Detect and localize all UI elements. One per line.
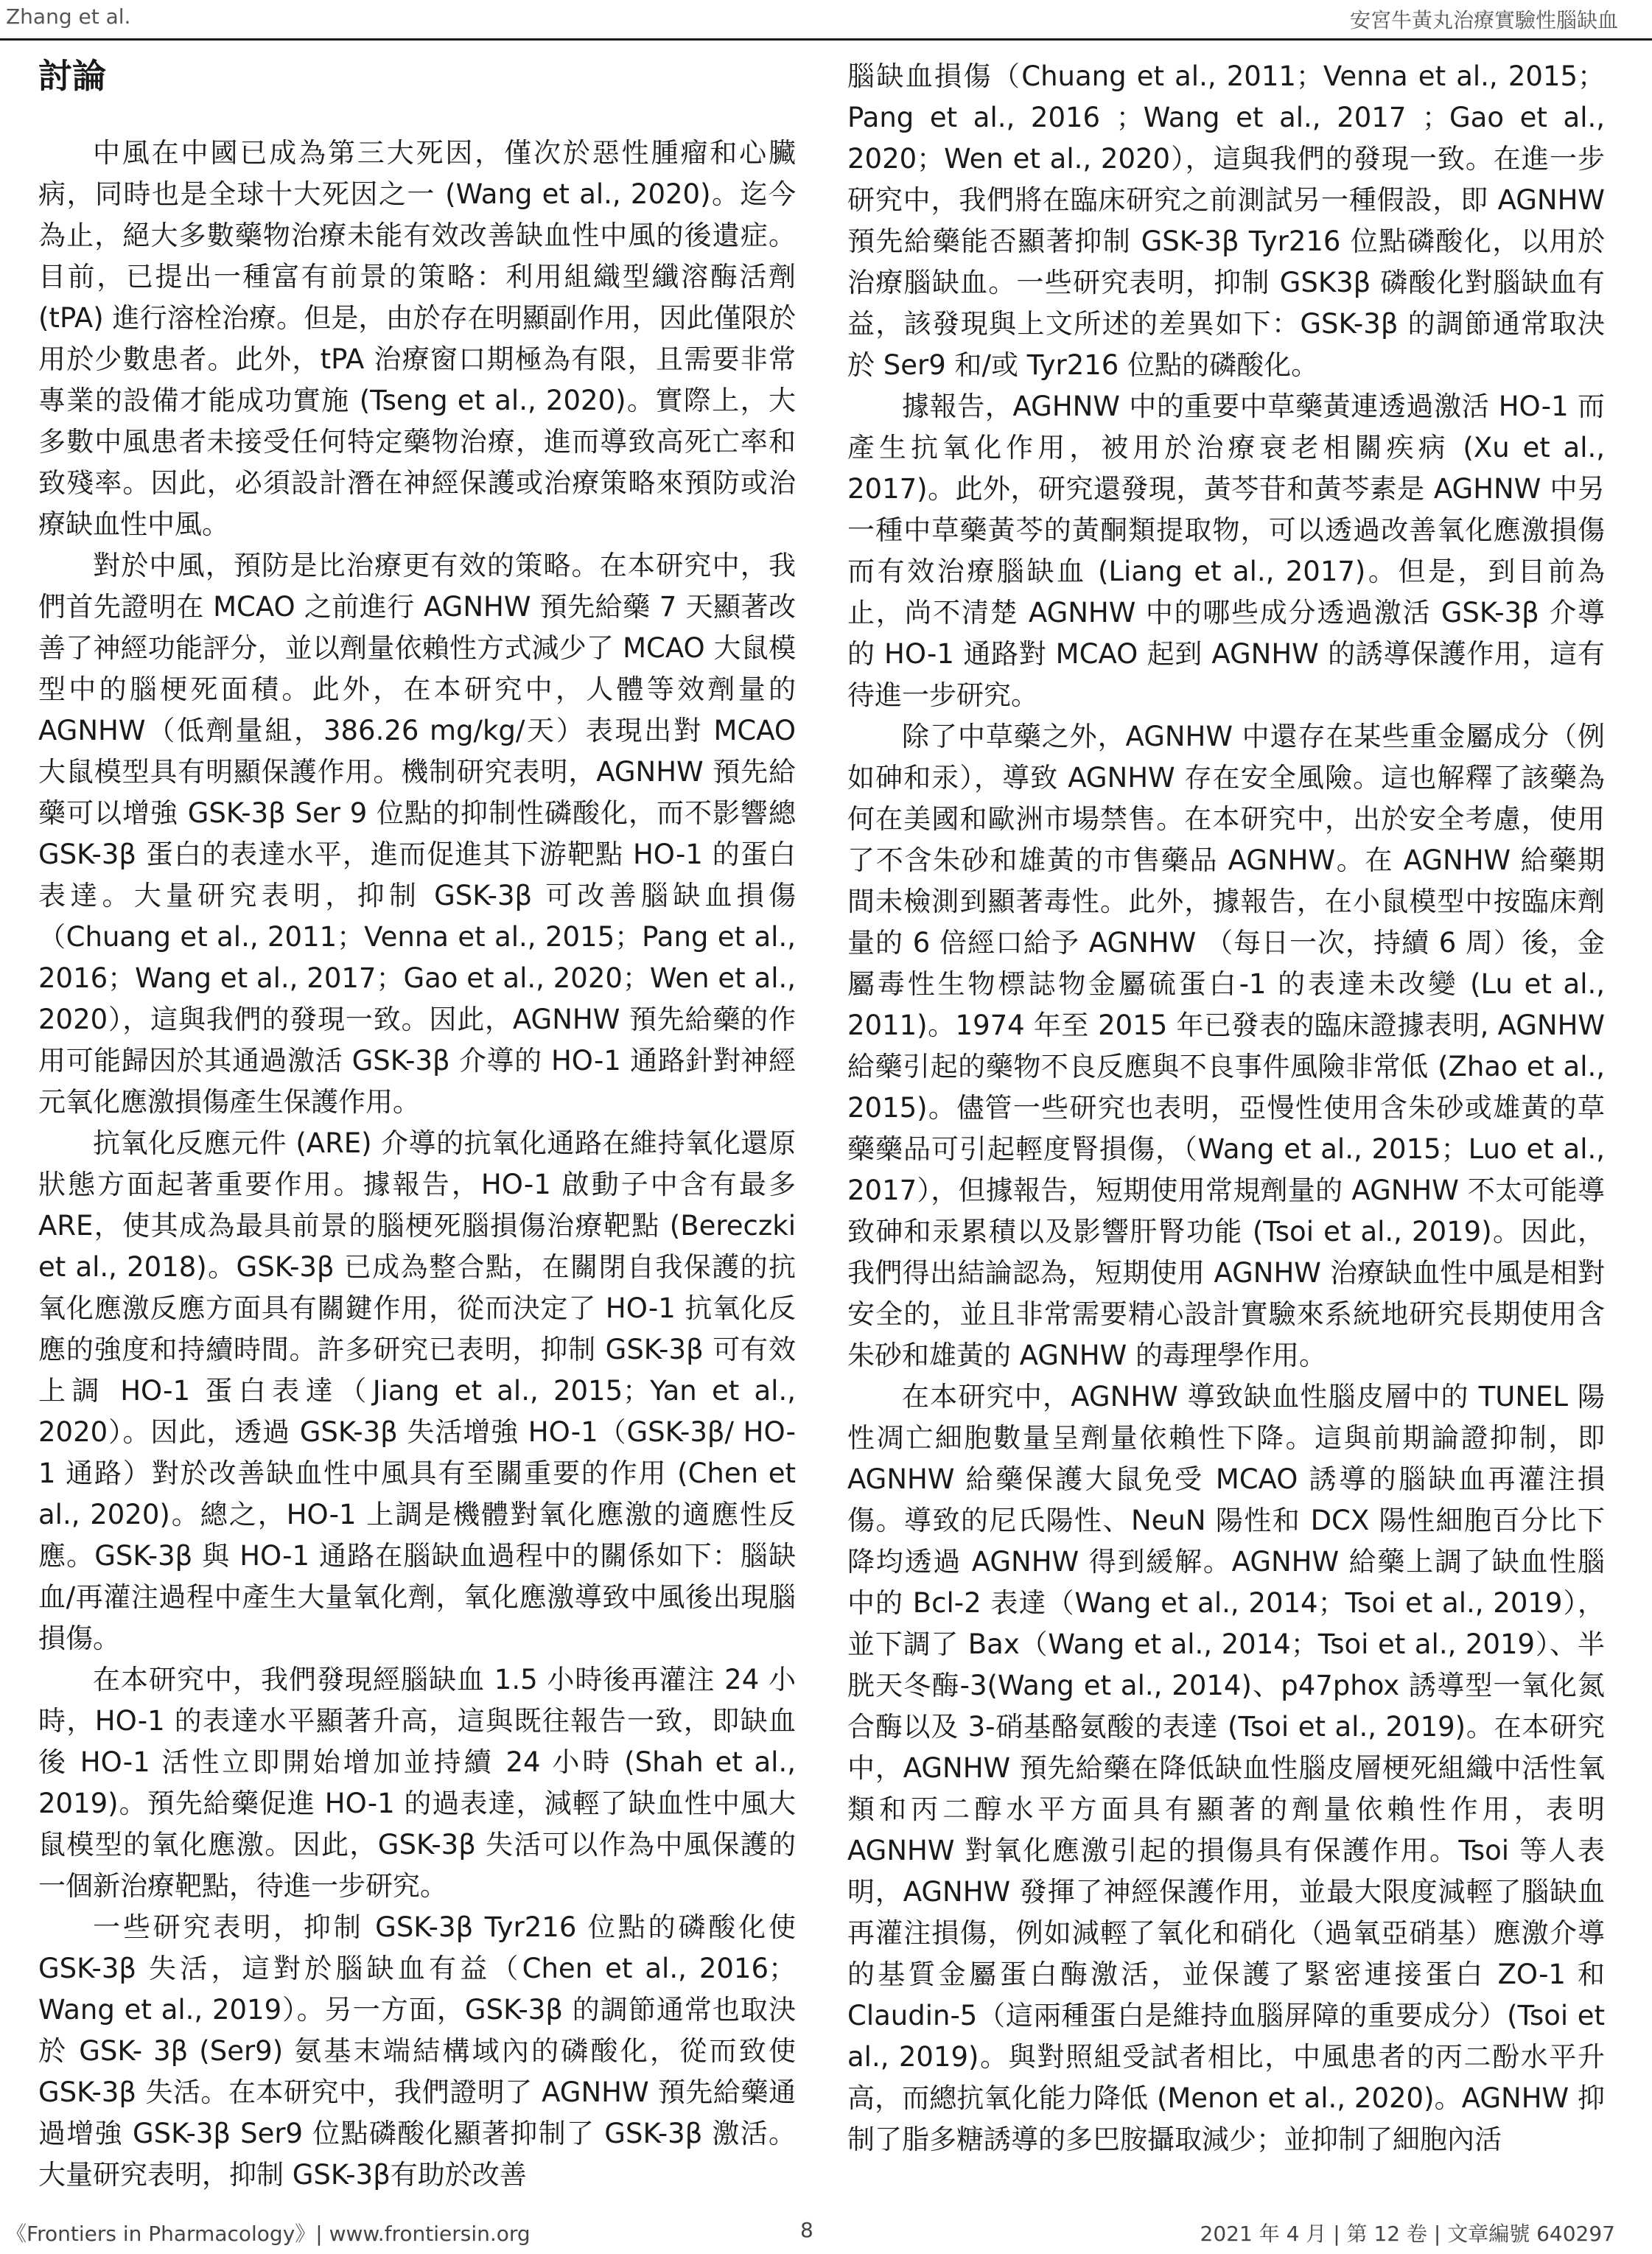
right-column bbox=[847, 56, 1605, 2160]
section-heading: 討論 bbox=[38, 56, 106, 96]
footer-citation: 2021 年 4 月 | 第 12 卷 | 文章編號 640297 bbox=[1200, 2222, 1615, 2246]
paragraph: 在本研究中，我們發現經腦缺血 1.5 小時後再灌注 24 小時，HO-1 的表達水平顯著升高，這與既往報告一致，即缺血後 HO-1 活性立即開始增加並持續 24 小時 (Shah et al., 2019)。預先給藥促進 HO-1 的過表達，減輕了缺血性中風大鼠模型的氧化應激。因此，GSK-3β 失活可以作為中風保護的一個新治療靶點，待進一步研究。 bbox=[38, 1664, 796, 1902]
footer-journal: 《Frontiers in Pharmacology》| www.frontiersin.org bbox=[6, 2222, 531, 2246]
page-footer bbox=[0, 2218, 1652, 2247]
paragraph-continued: 腦缺血損傷（Chuang et al., 2011；Venna et al., 2015；Pang et al., 2016 ；Wang et al., 2017 ；Gao et al., 2020；Wen et al., 2020），這與我們的發現一致。在進一步研究中，我們將在臨床研究之前測試另一種假設，即 AGNHW 預先給藥能否顯著抑制 GSK-3β Tyr216 位點磷酸化，以用於治療腦缺血。一些研究表明，抑制 GSK3β 磷酸化對腦缺血有益，該發現與上文所述的差異如下：GSK-3β 的調節通常取決於 Ser9 和/或 Tyr216 位點的磷酸化。 bbox=[847, 60, 1605, 381]
paragraph: 一些研究表明，抑制 GSK-3β Tyr216 位點的磷酸化使 GSK-3β 失活，這對於腦缺血有益（Chen et al., 2016；Wang et al., 2019）。另一方面，GSK-3β 的調節通常也取決於 GSK- 3β (Ser9) 氨基末端結構域內的磷酸化，從而致使 GSK-3β 失活。在本研究中，我們證明了 AGNHW 預先給藥通過增強 GSK-3β Ser9 位點磷酸化顯著抑制了 GSK-3β 激活。大量研究表明，抑制 GSK-3β有助於改善 bbox=[38, 1911, 796, 2191]
page-number: 8 bbox=[800, 2218, 813, 2242]
header-title: 安宮牛黃丸治療實驗性腦缺血 bbox=[1349, 8, 1618, 32]
running-header bbox=[0, 0, 1652, 41]
paragraph: 據報告，AGHNW 中的重要中草藥黃連透過激活 HO-1 而產生抗氧化作用，被用於治療衰老相關疾病 (Xu et al., 2017)。此外，研究還發現，黃芩苷和黃芩素是 AGHNW 中另一種中草藥黃芩的黃酮類提取物，可以透過改善氧化應激損傷而有效治療腦缺血 (Liang et al., 2017)。但是，到目前為止，尚不清楚 AGNHW 中的哪些成分透過激活 GSK-3β 介導的 HO-1 通路對 MCAO 起到 AGNHW 的誘導保護作用，這有待進一步研究。 bbox=[847, 391, 1605, 711]
paragraph: 對於中風，預防是比治療更有效的策略。在本研究中，我們首先證明在 MCAO 之前進行 AGNHW 預先給藥 7 天顯著改善了神經功能評分，並以劑量依賴性方式減少了 MCAO 大鼠模型中的腦梗死面積。此外，在本研究中，人體等效劑量的 AGNHW（低劑量組，386.26 mg/kg/天）表現出對 MCAO 大鼠模型具有明顯保護作用。機制研究表明，AGNHW 預先給藥可以增強 GSK-3β Ser 9 位點的抑制性磷酸化，而不影響總 GSK-3β 蛋白的表達水平，進而促進其下游靶點 HO-1 的蛋白表達。大量研究表明，抑制 GSK-3β 可改善腦缺血損傷（Chuang et al., 2011；Venna et al., 2015；Pang et al., 2016；Wang et al., 2017；Gao et al., 2020；Wen et al., 2020），這與我們的發現一致。因此，AGNHW 預先給藥的作用可能歸因於其通過激活 GSK-3β 介導的 HO-1 通路針對神經元氧化應激損傷產生保護作用。 bbox=[38, 550, 796, 1118]
left-column bbox=[38, 44, 796, 2196]
paragraph: 在本研究中，AGNHW 導致缺血性腦皮層中的 TUNEL 陽性凋亡細胞數量呈劑量依賴性下降。這與前期論證抑制，即 AGNHW 給藥保護大鼠免受 MCAO 誘導的腦缺血再灌注損傷。導致的尼氏陽性、NeuN 陽性和 DCX 陽性細胞百分比下降均透過 AGNHW 得到緩解。AGNHW 給藥上調了缺血性腦中的 Bcl-2 表達（Wang et al., 2014；Tsoi et al., 2019），並下調了 Bax（Wang et al., 2014；Tsoi et al., 2019）、半胱天冬酶-3(Wang et al., 2014)、p47phox 誘導型一氧化氮合酶以及 3-硝基酪氨酸的表達 (Tsoi et al., 2019)。在本研究中，AGNHW 預先給藥在降低缺血性腦皮層梗死組織中活性氧類和丙二醇水平方面具有顯著的劑量依賴性作用，表明 AGNHW 對氧化應激引起的損傷具有保護作用。Tsoi 等人表明，AGNHW 發揮了神經保護作用，並最大限度減輕了腦缺血再灌注損傷，例如減輕了氧化和硝化（過氧亞硝基）應激介導的基質金屬蛋白酶激活，並保護了緊密連接蛋白 ZO-1 和 Claudin-5（這兩種蛋白是維持血腦屏障的重要成分）(Tsoi et al., 2019)。與對照組受試者相比，中風患者的丙二酚水平升高，而總抗氧化能力降低 (Menon et al., 2020)。AGNHW 抑制了脂多糖誘導的多巴胺攝取減少；並抑制了細胞內活 bbox=[847, 1381, 1605, 2155]
paragraph: 中風在中國已成為第三大死因，僅次於惡性腫瘤和心臟病，同時也是全球十大死因之一 (Wang et al., 2020)。迄今為止，絕大多數藥物治療未能有效改善缺血性中風的後遺症。目前，已提出一種富有前景的策略：利用組織型纖溶酶活劑 (tPA) 進行溶栓治療。但是，由於存在明顯副作用，因此僅限於用於少數患者。此外，tPA 治療窗口期極為有限，且需要非常專業的設備才能成功實施 (Tseng et al., 2020)。實際上，大多數中風患者未接受任何特定藥物治療，進而導致高死亡率和致殘率。因此，必須設計潛在神經保護或治療策略來預防或治療缺血性中風。 bbox=[38, 137, 796, 540]
paragraph: 抗氧化反應元件 (ARE) 介導的抗氧化通路在維持氧化還原狀態方面起著重要作用。據報告，HO-1 啟動子中含有最多 ARE，使其成為最具前景的腦梗死腦損傷治療靶點 (Bereczki et al., 2018)。GSK-3β 已成為整合點，在關閉自我保護的抗氧化應激反應方面具有關鍵作用，從而決定了 HO-1 抗氧化反應的強度和持續時間。許多研究已表明，抑制 GSK-3β 可有效上調 HO-1 蛋白表達（Jiang et al., 2015；Yan et al., 2020）。因此，透過 GSK-3β 失活增強 HO-1（GSK-3β/ HO-1 通路）對於改善缺血性中風具有至關重要的作用 (Chen et al., 2020)。總之，HO-1 上調是機體對氧化應激的適應性反應。GSK-3β 與 HO-1 通路在腦缺血過程中的關係如下：腦缺血/再灌注過程中產生大量氧化劑，氧化應激導致中風後出現腦損傷。 bbox=[38, 1127, 796, 1654]
paragraph: 除了中草藥之外，AGNHW 中還存在某些重金屬成分（例如砷和汞），導致 AGNHW 存在安全風險。這也解釋了該藥為何在美國和歐洲市場禁售。在本研究中，出於安全考慮，使用了不含朱砂和雄黃的市售藥品 AGNHW。在 AGNHW 給藥期間未檢測到顯著毒性。此外，據報告，在小鼠模型中按臨床劑量的 6 倍經口給予 AGNHW （每日一次，持續 6 周）後，金屬毒性生物標誌物金屬硫蛋白-1 的表達未改變 (Lu et al., 2011)。1974 年至 2015 年已發表的臨床證據表明, AGNHW 給藥引起的藥物不良反應與不良事件風險非常低 (Zhao et al., 2015)。儘管一些研究也表明，亞慢性使用含朱砂或雄黃的草藥藥品可引起輕度腎損傷，（Wang et al., 2015；Luo et al., 2017），但據報告，短期使用常規劑量的 AGNHW 不太可能導致砷和汞累積以及影響肝腎功能 (Tsoi et al., 2019)。因此，我們得出結論認為，短期使用 AGNHW 治療缺血性中風是相對安全的，並且非常需要精心設計實驗來系統地研究長期使用含朱砂和雄黃的 AGNHW 的毒理學作用。 bbox=[847, 721, 1605, 1371]
header-authors: Zhang et al. bbox=[6, 4, 131, 29]
